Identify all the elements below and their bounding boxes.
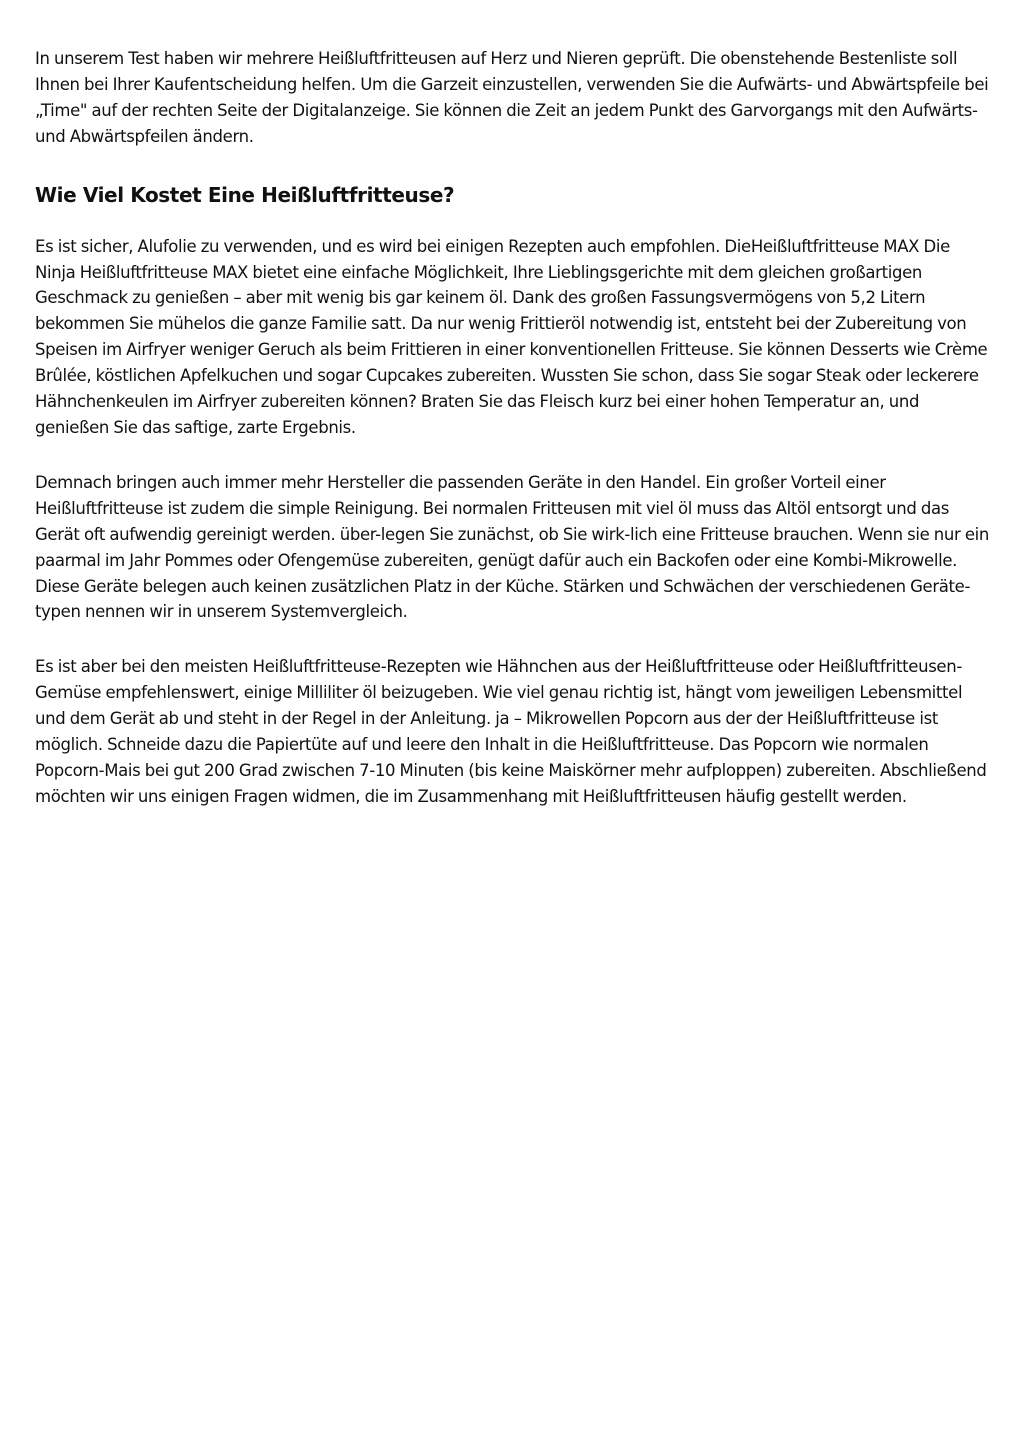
body-paragraph-1: Es ist sicher, Alufolie zu verwenden, und es wird bei einigen Rezepten auch empfohlen. DieHeißluftfritteuse MAX Die Ninja Heißluftfritteuse MAX bietet eine einfache Möglichkeit, Ihre Lieblingsgerichte mit dem gleichen großartigen Geschmack zu genießen – aber mit wenig bis gar keinem öl. Dank des großen Fassungsvermögens von 5,2 Litern bekommen Sie mühelos die ganze Familie satt. Da nur wenig Frittieröl notwendig ist, entsteht bei der Zubereitung von Speisen im Airfryer weniger Geruch als beim Frittieren in einer konventionellen Fritteuse. Sie können Desserts wie Crème Brûlée, köstlichen Apfelkuchen und sogar Cupcakes zubereiten. Wussten Sie schon, dass Sie sogar Steak oder leckerere Hähnchenkeulen im Airfryer zubereiten können? Braten Sie das Fleisch kurz bei einer hohen Temperatur an, und genießen Sie das saftige, zarte Ergebnis. <box>35 236 988 437</box>
article <box>35 46 993 810</box>
section-heading: Wie Viel Kostet Eine Heißluftfritteuse? <box>35 182 455 207</box>
intro-paragraph: In unserem Test haben wir mehrere Heißluftfritteusen auf Herz und Nieren geprüft. Die obenstehende Bestenliste soll Ihnen bei Ihrer Kaufentscheidung helfen. Um die Garzeit einzustellen, verwenden Sie die Aufwärts- und Abwärtspfeile bei „Time" auf der rechten Seite der Digitalanzeige. Sie können die Zeit an jedem Punkt des Garvorgangs mit den Aufwärts- und Abwärtspfeilen ändern. <box>35 49 989 146</box>
body-paragraph-3: Es ist aber bei den meisten Heißluftfritteuse-Rezepten wie Hähnchen aus der Heißluftfritteuse oder Heißluftfritteusen-Gemüse empfehlenswert, einige Milliliter öl beizugeben. Wie viel genau richtig ist, hängt vom jeweiligen Lebensmittel und dem Gerät ab und steht in der Regel in der Anleitung. ja – Mikrowellen Popcorn aus der der Heißluftfritteuse ist möglich. Schneide dazu die Papiertüte auf und leere den Inhalt in die Heißluftfritteuse. Das Popcorn wie normalen Popcorn-Mais bei gut 200 Grad zwischen 7-10 Minuten (bis keine Maiskörner mehr aufploppen) zubereiten. Abschließend möchten wir uns einigen Fragen widmen, die im Zusammenhang mit Heißluftfritteusen häufig gestellt werden. <box>35 657 987 806</box>
body-paragraph-2: Demnach bringen auch immer mehr Hersteller die passenden Geräte in den Handel. Ein großer Vorteil einer Heißluftfritteuse ist zudem die simple Reinigung. Bei normalen Fritteusen mit viel öl muss das Altöl entsorgt und das Gerät oft aufwendig gereinigt werden. über-legen Sie zunächst, ob Sie wirk-lich eine Fritteuse brauchen. Wenn sie nur ein paarmal im Jahr Pommes oder Ofengemüse zubereiten, genügt dafür auch ein Backofen oder eine Kombi-Mikrowelle. Diese Geräte belegen auch keinen zusätzlichen Platz in der Küche. Stärken und Schwächen der verschiedenen Geräte-typen nennen wir in unserem Systemvergleich. <box>35 472 989 622</box>
